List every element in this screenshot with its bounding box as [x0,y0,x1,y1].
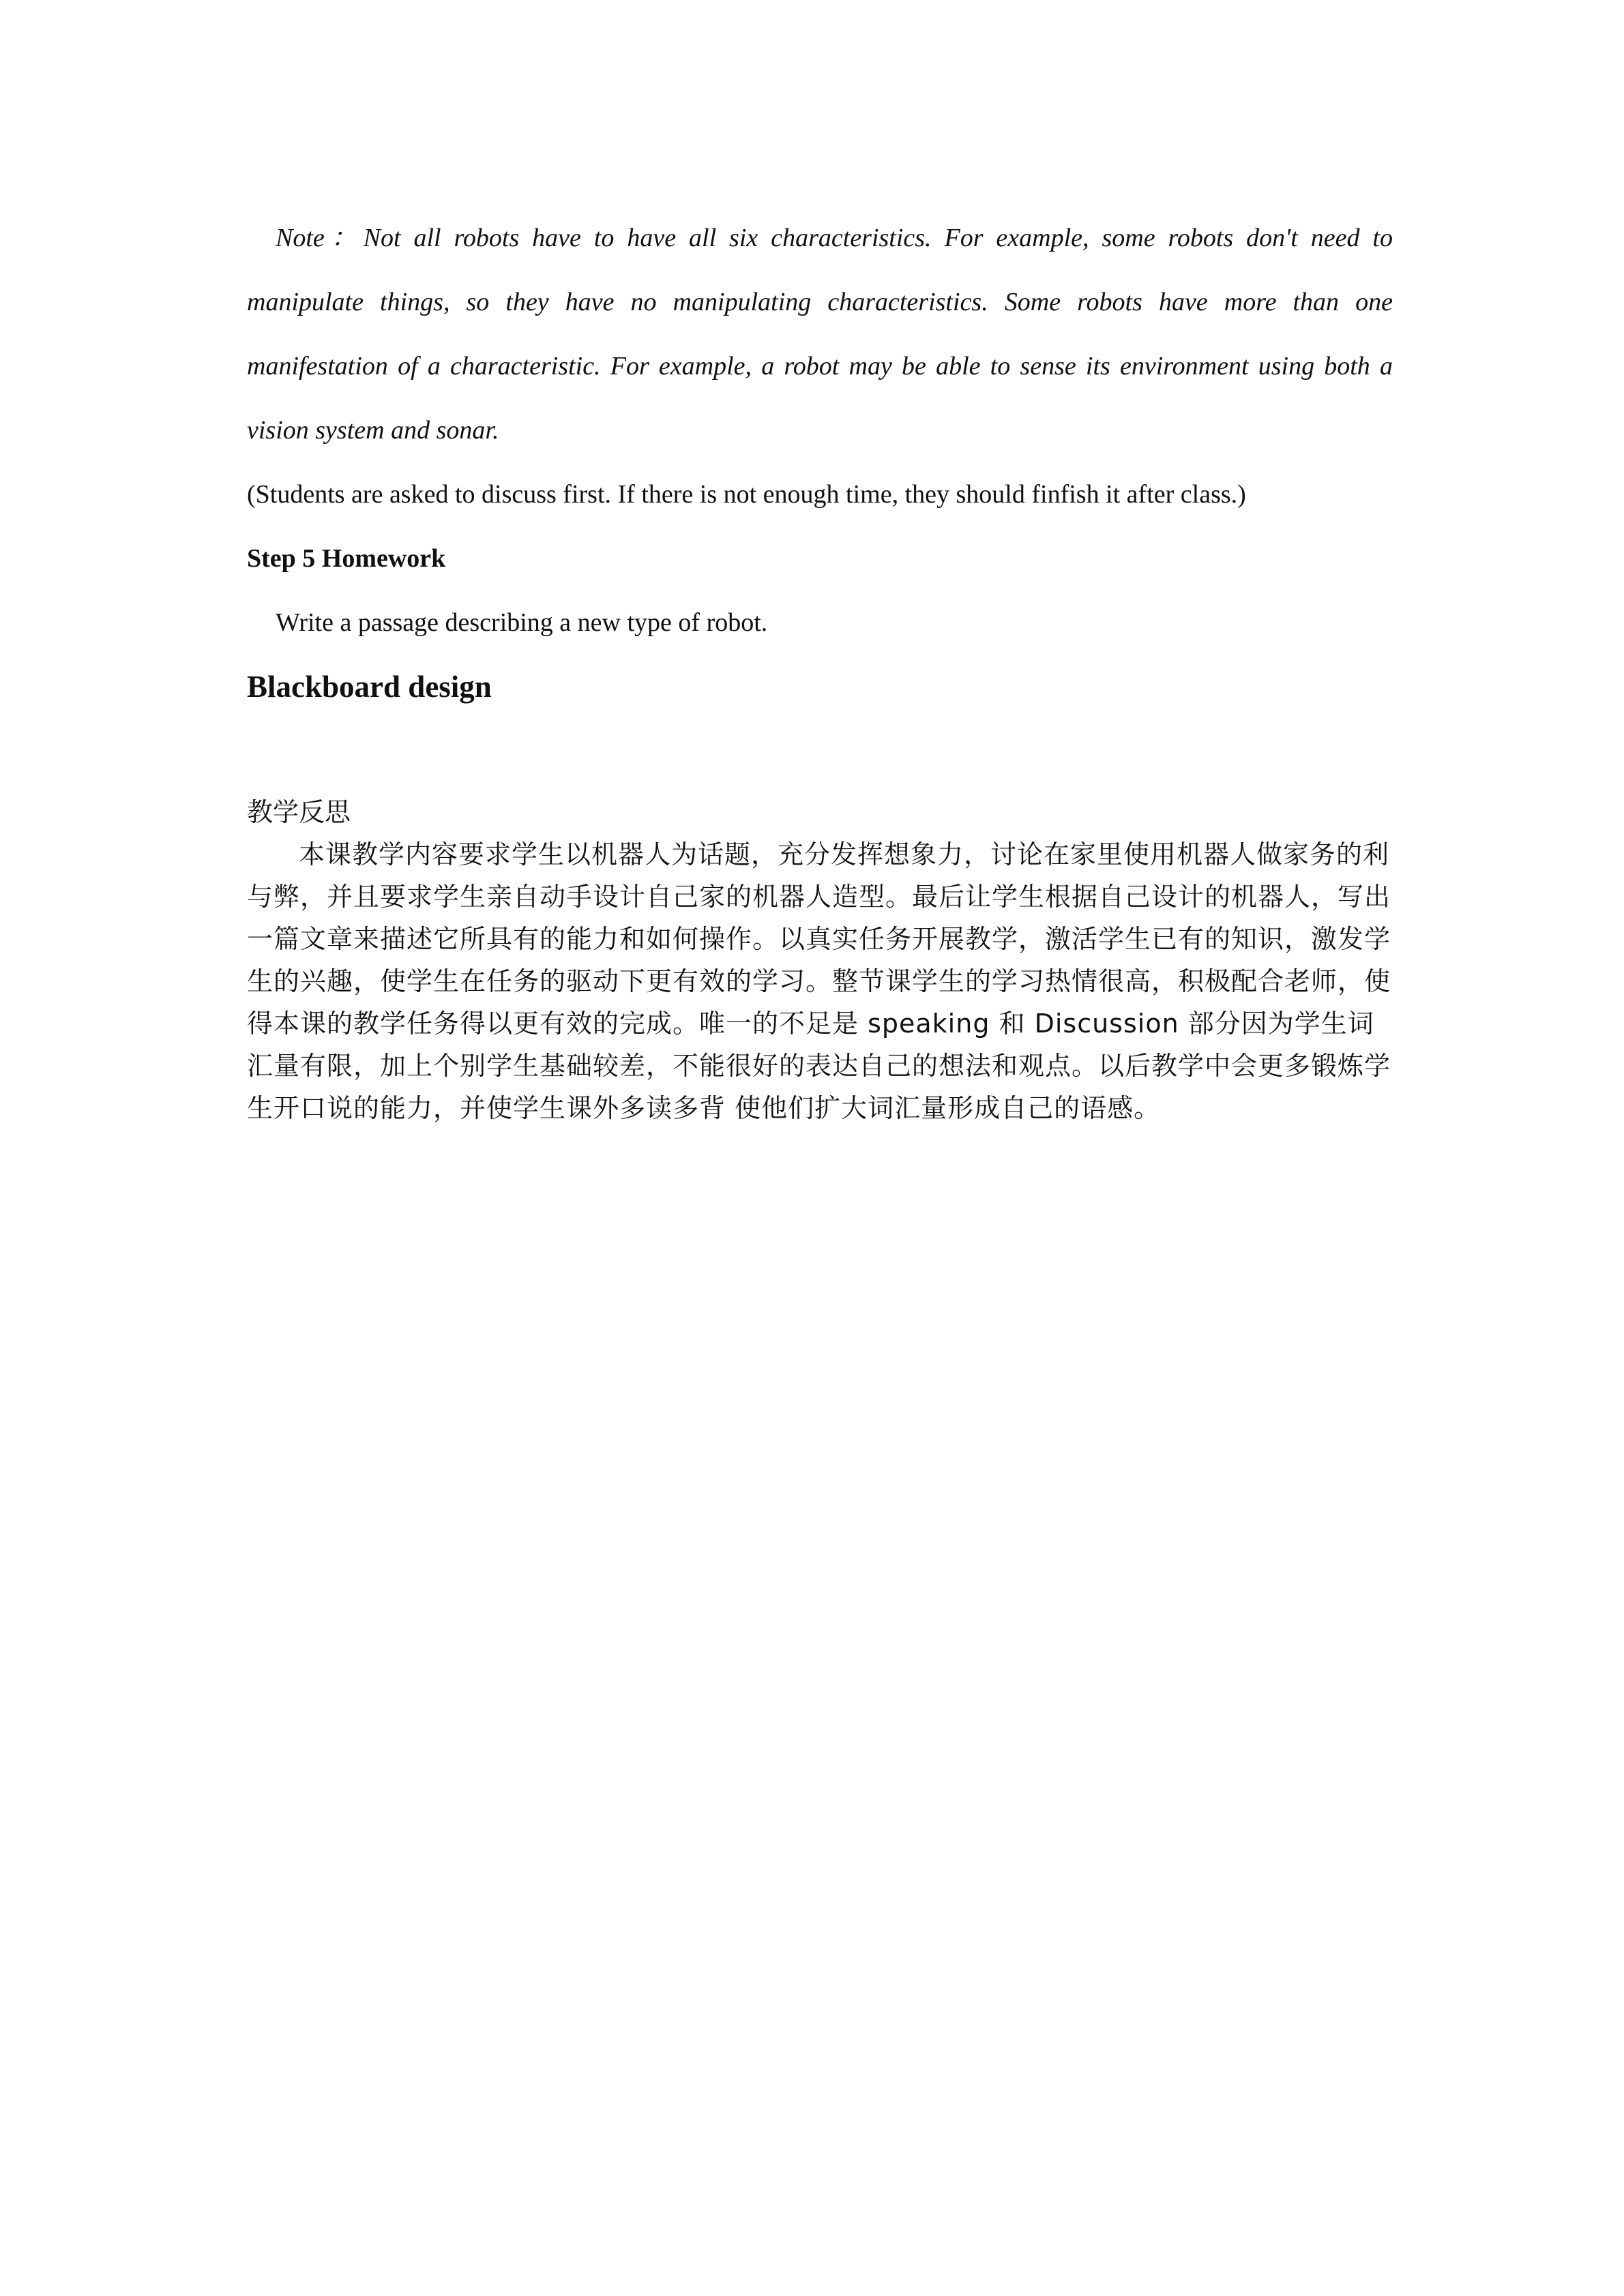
reflection-title: 教学反思 [247,797,351,827]
lesson-content [247,206,1393,719]
homework-text: Write a passage describing a new type of robot. [276,608,768,637]
blackboard-design-heading: Blackboard design [247,670,492,704]
note-paragraph: Note：Not all robots have to have all six characteristics. For example, some robots don't need to manipulate things, so they have no manipulating characteristics. Some robots have more than one manifestation of a characteristic. For example, a robot may be able to sense its environment using both a vision system and sonar. [247,224,1393,445]
reflection-body: 本课教学内容要求学生以机器人为话题，充分发挥想象力，讨论在家里使用机器人做家务的利与弊，并且要求学生亲自动手设计自己家的机器人造型。最后让学生根据自己设计的机器人，写出一篇文章来描述它所具有的能力和如何操作。以真实任务开展教学，激活学生已有的知识，激发学生的兴趣，使学生在任务的驱动下更有效的学习。整节课学生的学习热情很高，积极配合老师，使得本课的教学任务得以更有效的完成。唯一的不足是 speaking 和 Discussion 部分因为学生词汇量有限，加上个别学生基础较差，不能很好的表达自己的想法和观点。以后教学中会更多锻炼学生开口说的能力，并使学生课外多读多背 使他们扩大词汇量形成自己的语感。 [247,839,1391,1123]
step5-heading: Step 5 Homework [247,544,446,573]
discussion-instruction: (Students are asked to discuss first. If there is not enough time, they should finfish it after class.) [247,480,1246,509]
teaching-reflection [247,791,1393,1129]
